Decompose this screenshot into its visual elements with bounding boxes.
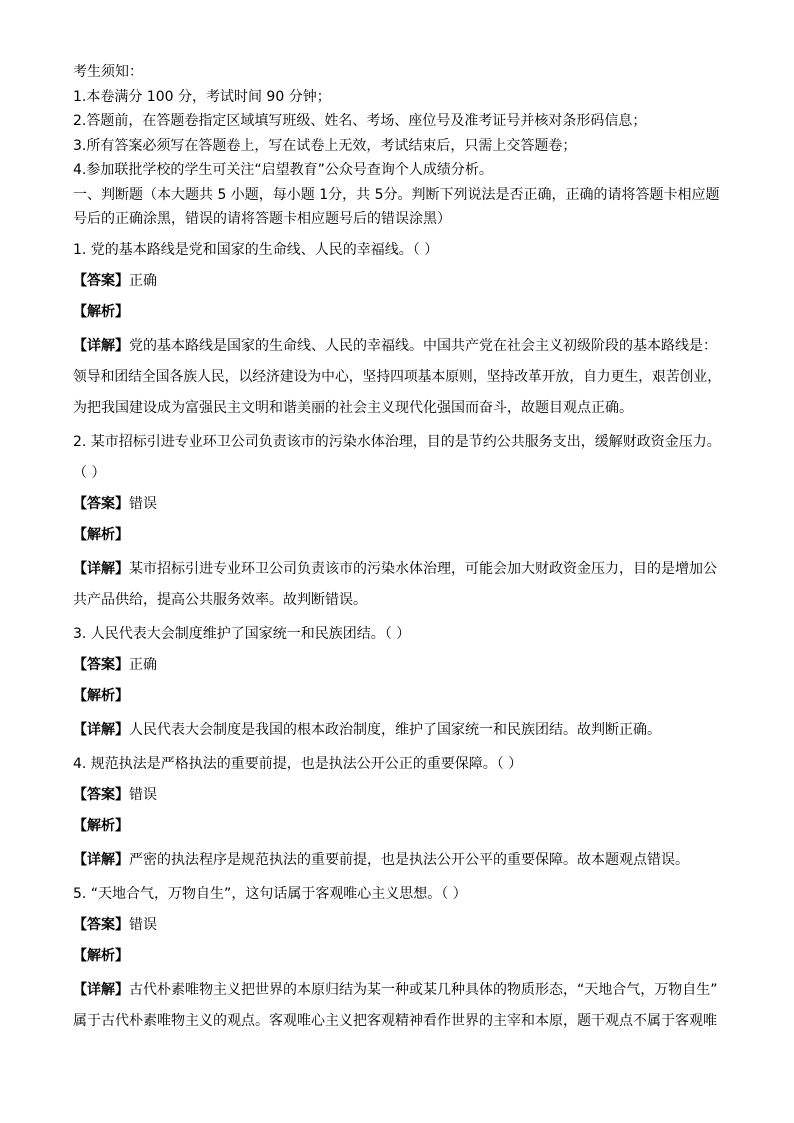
question-stem: 4. 规范执法是严格执法的重要前提，也是执法公开公正的重要保障。（ ）: [73, 755, 523, 772]
analysis-tag: 【解析】: [73, 817, 129, 834]
notice-title: 考生须知：: [73, 64, 143, 80]
analysis-tag: 【解析】: [73, 303, 129, 320]
question-stem: 5. “天地合气，万物自生”，这句话属于客观唯心主义思想。（ ）: [73, 885, 467, 902]
answer-tag: 【答案】: [73, 272, 129, 289]
answer-line: [73, 492, 721, 517]
detail-text: 某市招标引进专业环卫公司负责该市的污染水体治理，可能会加大财政资金压力，目的是增加公: [129, 560, 717, 577]
notice-item: 2.答题前，在答题卷指定区域填写班级、姓名、考场、座位号及准考证号并核对条形码信息；: [73, 113, 647, 129]
answer-tag: 【答案】: [73, 495, 129, 512]
analysis-line: [73, 684, 721, 709]
detail-tag: 【详解】: [73, 851, 129, 868]
question-block: [73, 430, 721, 616]
detail-text: 为把我国建设成为富强民主文明和谐美丽的社会主义现代化强国而奋斗，故题目观点正确。: [73, 399, 633, 416]
answer-line: [73, 783, 721, 808]
answer-value: 错误: [129, 786, 157, 803]
question-block: [73, 882, 721, 1037]
analysis-line: [73, 523, 721, 548]
answer-line: [73, 653, 721, 678]
answer-value: 错误: [129, 495, 157, 512]
detail-paragraph: [73, 331, 721, 424]
question-stem: （ ）: [73, 464, 106, 481]
question-block: [73, 238, 721, 424]
question-stem: 1. 党的基本路线是党和国家的生命线、人民的幸福线。（ ）: [73, 241, 439, 258]
answer-line: [73, 913, 721, 938]
detail-text: 共产品供给，提高公共服务效率。故判断错误。: [73, 591, 367, 608]
detail-text: 领导和团结全国各族人民，以经济建设为中心，坚持四项基本原则，坚持改革开放，自力更生，艰苦创业，: [73, 368, 721, 385]
answer-value: 正确: [129, 272, 157, 289]
detail-tag: 【详解】: [73, 560, 129, 577]
exam-notice: [73, 60, 721, 232]
answer-value: 错误: [129, 916, 157, 933]
detail-paragraph: [73, 715, 721, 746]
detail-text: 古代朴素唯物主义把世界的本原归结为某一种或某几种具体的物质形态，“天地合气，万物自生”: [129, 981, 718, 998]
analysis-tag: 【解析】: [73, 526, 129, 543]
document-content: [73, 60, 721, 1037]
detail-paragraph: [73, 554, 721, 616]
detail-paragraph: [73, 975, 721, 1037]
analysis-tag: 【解析】: [73, 687, 129, 704]
detail-tag: 【详解】: [73, 721, 129, 738]
analysis-line: [73, 814, 721, 839]
section-heading-line: 号后的正确涂黑，错误的请将答题卡相应题号后的错误涂黑）: [73, 211, 451, 227]
detail-text: 属于古代朴素唯物主义的观点。客观唯心主义把客观精神看作世界的主宰和本原，题干观点不属于客观唯: [73, 1012, 717, 1029]
detail-tag: 【详解】: [73, 981, 129, 998]
notice-item: 1.本卷满分 100 分，考试时间 90 分钟；: [73, 88, 331, 105]
answer-tag: 【答案】: [73, 916, 129, 933]
detail-paragraph: [73, 845, 721, 876]
section-heading-line: 一、判断题（本大题共 5 小题，每小题 1分，共 5分。判断下列说法是否正确，正确的请将答题卡相应题: [73, 186, 720, 203]
answer-line: [73, 269, 721, 294]
detail-text: 严密的执法程序是规范执法的重要前提，也是执法公开公平的重要保障。故本题观点错误。: [129, 851, 689, 868]
notice-item: 4.参加联批学校的学生可关注“启望教育”公众号查询个人成绩分析。: [73, 162, 493, 178]
answer-tag: 【答案】: [73, 786, 129, 803]
detail-tag: 【详解】: [73, 337, 129, 354]
answer-tag: 【答案】: [73, 656, 129, 673]
question-stem: 3. 人民代表大会制度维护了国家统一和民族团结。（ ）: [73, 625, 411, 642]
analysis-line: [73, 300, 721, 325]
question-block: [73, 752, 721, 876]
detail-text: 人民代表大会制度是我国的根本政治制度，维护了国家统一和民族团结。故判断正确。: [129, 721, 661, 738]
notice-item: 3.所有答案必须写在答题卷上，写在试卷上无效，考试结束后，只需上交答题卷；: [73, 137, 577, 154]
detail-text: 党的基本路线是国家的生命线、人民的幸福线。中国共产党在社会主义初级阶段的基本路线是：: [129, 337, 717, 354]
question-block: [73, 622, 721, 746]
analysis-line: [73, 944, 721, 969]
question-stem: 2. 某市招标引进专业环卫公司负责该市的污染水体治理，目的是节约公共服务支出，缓解财政资金压力。: [73, 433, 721, 450]
analysis-tag: 【解析】: [73, 947, 129, 964]
answer-value: 正确: [129, 656, 157, 673]
